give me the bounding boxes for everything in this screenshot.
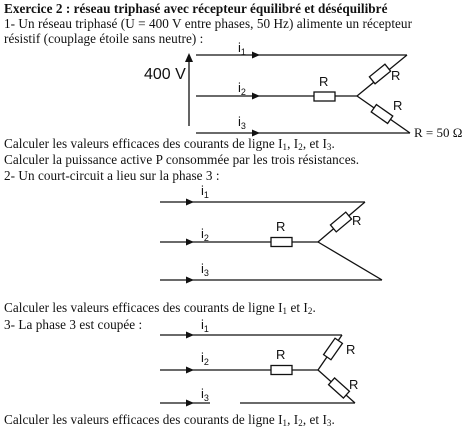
current-i3-label: $i_3$ xyxy=(201,261,209,278)
resistor-label-phase1: R xyxy=(391,68,401,83)
resistor-phase1 xyxy=(369,64,390,84)
current-i3-label: $i_3$ xyxy=(201,386,209,403)
phase1-arrow xyxy=(186,332,194,339)
exercise-subtitle: : réseau triphasé avec récepteur équilibré et déséquilibré xyxy=(62,1,388,16)
resistor-label-phase2: R xyxy=(319,74,329,89)
short-circuit-branch xyxy=(318,242,382,280)
phase2-arrow xyxy=(186,239,194,246)
voltage-arrow-head xyxy=(185,53,193,62)
exercise-title xyxy=(4,2,387,16)
resistance-value: R = 50 Ω xyxy=(414,125,463,140)
resistor-label-phase3: R xyxy=(349,377,359,392)
resistor-phase3 xyxy=(371,105,393,124)
part1-question-power: Calculer la puissance active P consommée par les trois résistances. xyxy=(4,152,360,167)
phase1-arrow xyxy=(186,199,194,206)
current-i1-label: $i_1$ xyxy=(201,183,209,200)
resistor-label-phase3: R xyxy=(393,98,403,113)
part1-question-currents: Calculer les valeurs efficaces des courants de ligne $I_1$, $I_2$, et $I_3$. xyxy=(4,136,335,152)
current-i2-label: $i_2$ xyxy=(201,226,209,243)
resistor-label-phase1: R xyxy=(346,342,356,357)
voltage-label: 400 V xyxy=(144,66,186,83)
current-i1-label: $i_1$ xyxy=(201,317,209,334)
exercise-label: Exercice 2 xyxy=(4,1,63,16)
phase1-arrow xyxy=(252,52,260,59)
phase2-arrow xyxy=(186,367,194,374)
phase2-arrow xyxy=(252,93,260,100)
circuit-diagram-2 xyxy=(0,182,474,292)
resistor-phase1 xyxy=(324,338,343,360)
part1-intro-line1: 1- Un réseau triphasé (U = 400 V entre phases, 50 Hz) alimente un récepteur xyxy=(4,16,413,31)
part3-question-currents: Calculer les valeurs efficaces des courants de ligne $I_1$, $I_2$, et $I_3$. xyxy=(4,412,335,428)
current-i2-label: $i_2$ xyxy=(201,350,209,367)
part2-question-currents: Calculer les valeurs efficaces des courants de ligne $I_1$ et $I_2$. xyxy=(4,300,316,316)
current-i3-label: $i_3$ xyxy=(238,114,246,131)
part2-intro: 2- Un court-circuit a lieu sur la phase 3 : xyxy=(4,168,220,183)
circuit-diagram-3 xyxy=(0,318,474,408)
circuit-diagram-1 xyxy=(0,40,474,140)
part1-intro-line2: résistif (couplage étoile sans neutre) : xyxy=(4,31,204,46)
phase3-arrow xyxy=(186,400,194,407)
part3-intro: 3- La phase 3 est coupée : xyxy=(4,317,143,332)
current-i2-label: $i_2$ xyxy=(238,80,246,97)
resistor-phase3 xyxy=(329,378,350,398)
resistor-phase2 xyxy=(271,366,292,375)
current-i1-label: $i_1$ xyxy=(238,40,246,57)
resistor-label-phase1: R xyxy=(352,213,362,228)
resistor-phase1 xyxy=(330,212,351,232)
resistor-phase2 xyxy=(314,92,335,101)
resistor-label-phase2: R xyxy=(276,219,286,234)
phase3-arrow xyxy=(186,277,194,284)
resistor-phase2 xyxy=(271,238,292,247)
resistor-label-phase2: R xyxy=(276,347,286,362)
